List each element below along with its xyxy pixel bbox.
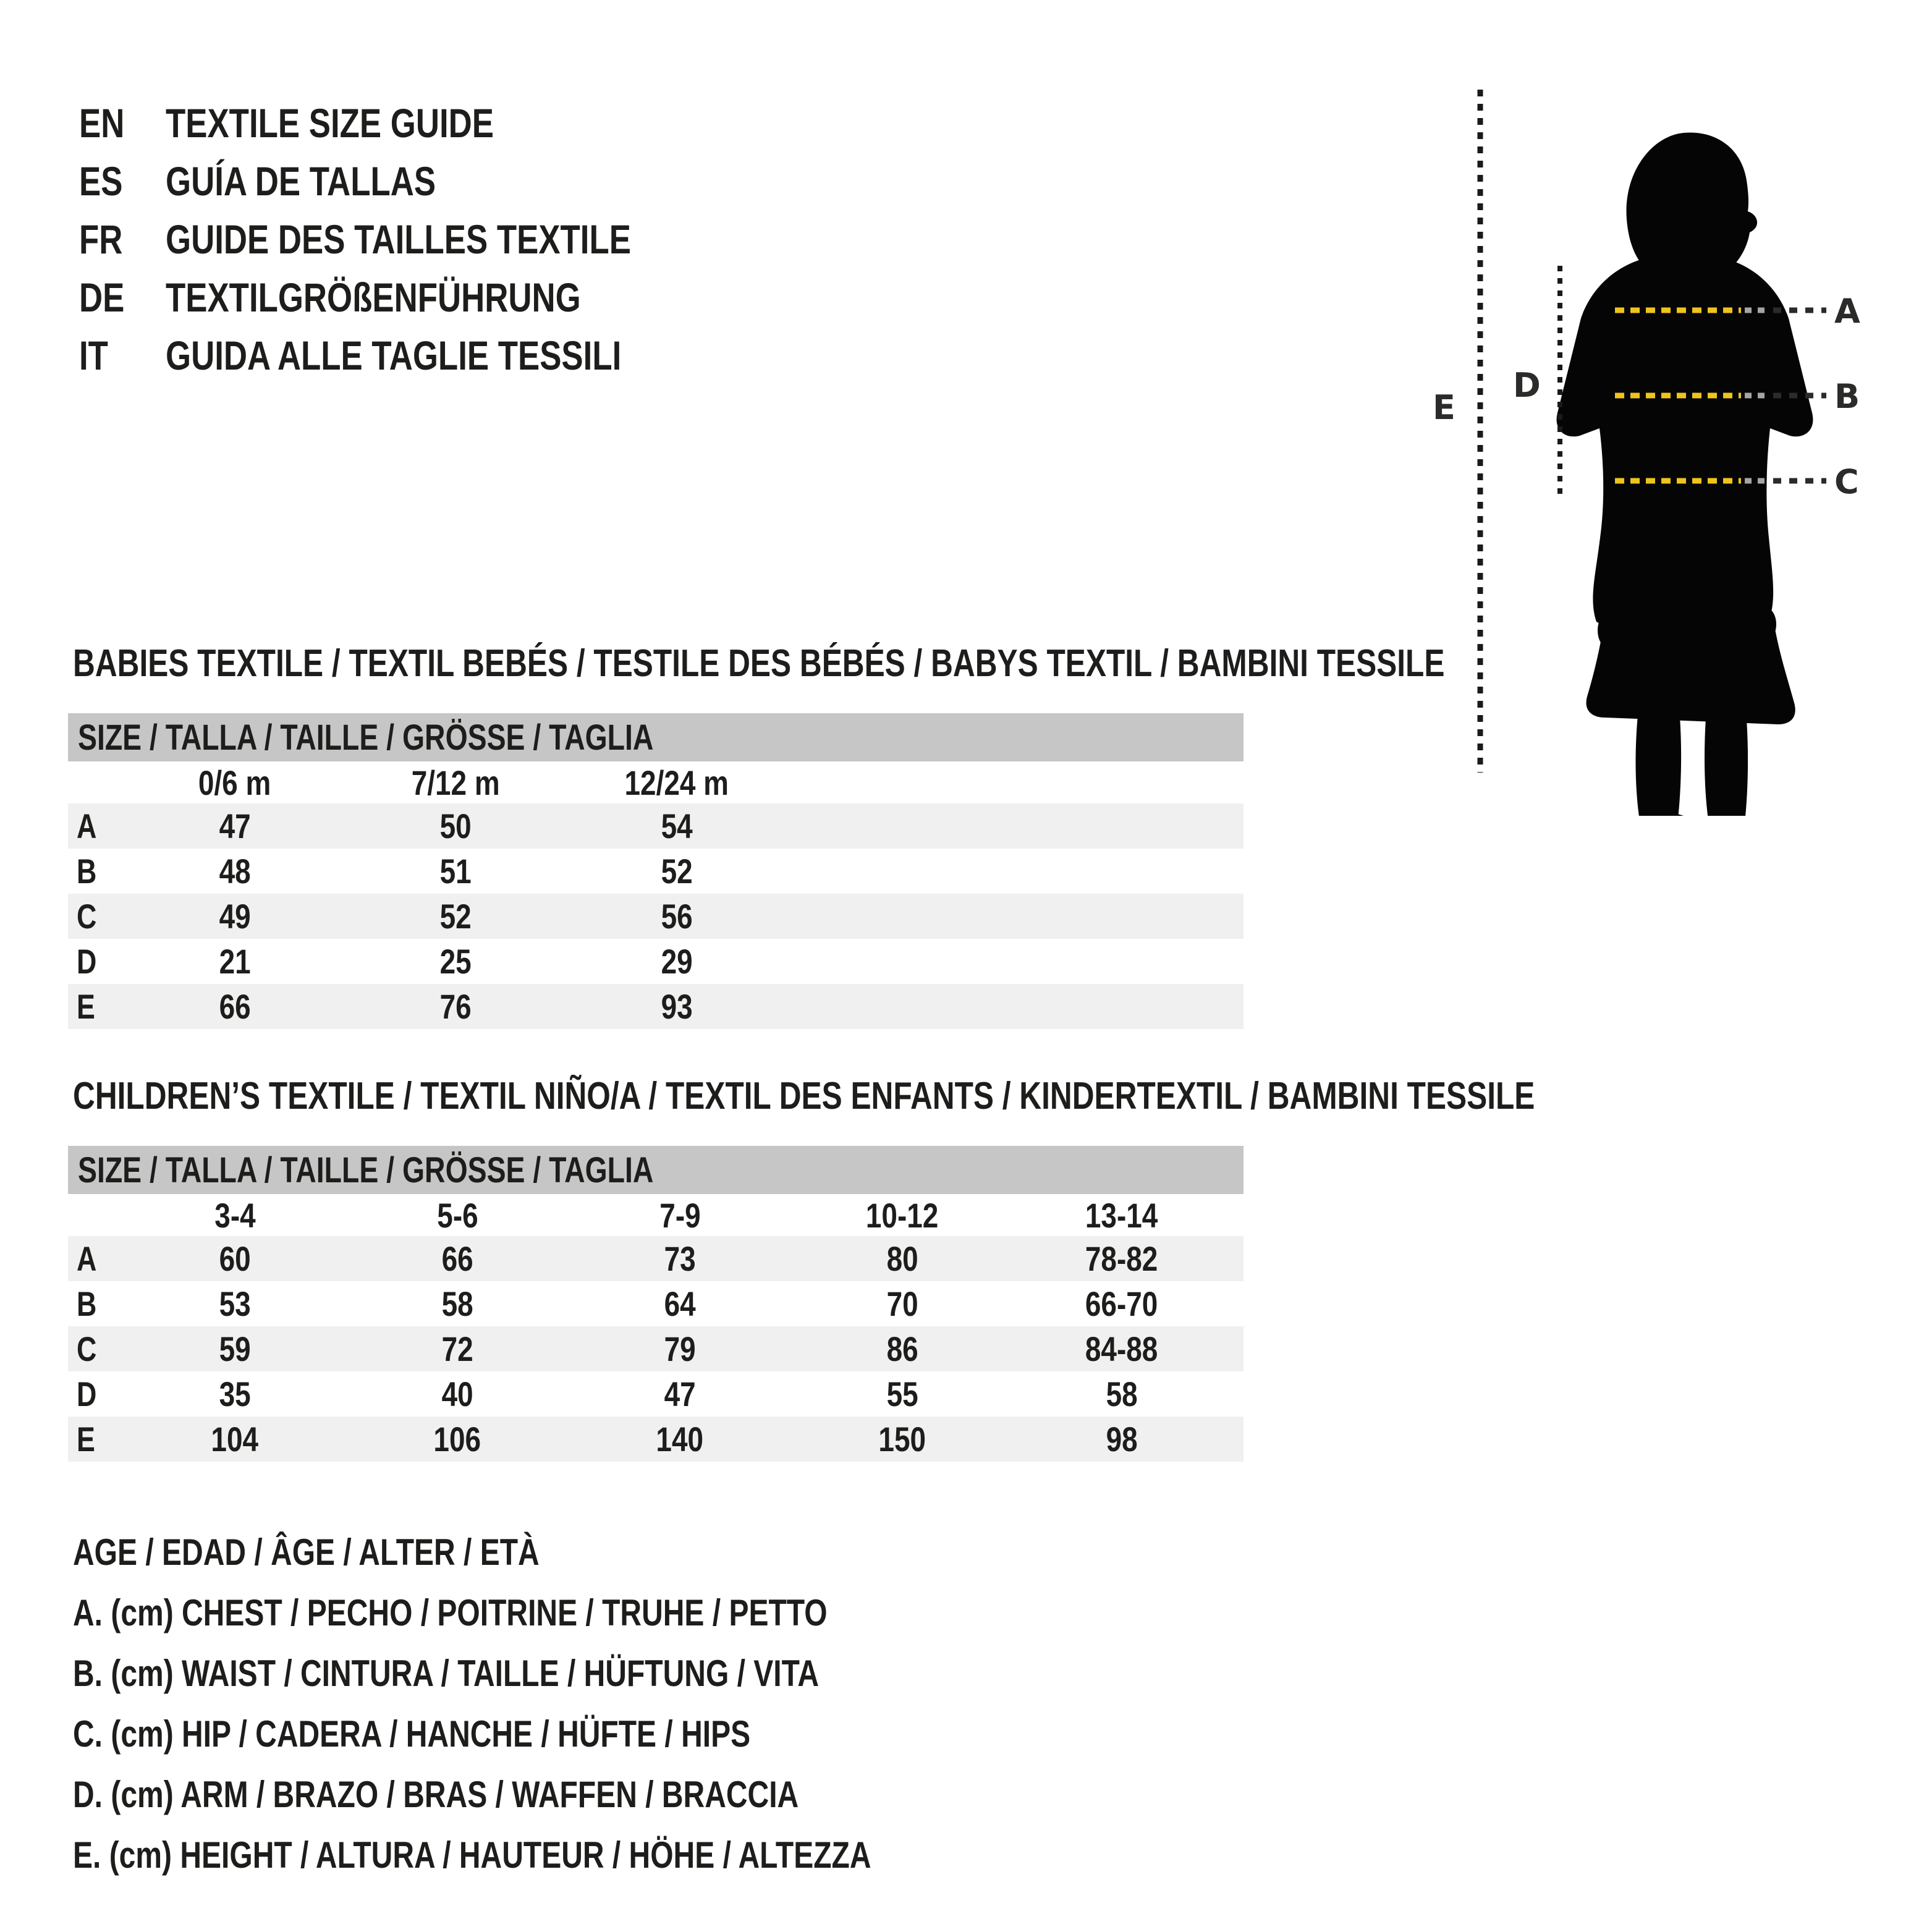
column-header: 3-4 bbox=[214, 1195, 256, 1235]
language-code-cell bbox=[79, 216, 166, 263]
column-header-cell bbox=[569, 1195, 791, 1235]
size-header-label: SIZE / TALLA / TAILLE / GRÖSSE / TAGLIA bbox=[78, 1150, 654, 1190]
column-header-cell bbox=[124, 763, 346, 803]
value-cell bbox=[124, 1374, 346, 1414]
language-code: EN bbox=[79, 100, 125, 146]
column-header-cell bbox=[566, 763, 788, 803]
cell-value: 48 bbox=[219, 852, 251, 891]
cell-value: 140 bbox=[656, 1420, 704, 1459]
hip-label: C bbox=[1834, 462, 1859, 501]
cell-value: 54 bbox=[661, 807, 693, 845]
table-row bbox=[68, 1371, 1244, 1417]
value-cell bbox=[346, 941, 566, 981]
legend-line bbox=[73, 1522, 1070, 1582]
value-cell bbox=[791, 1284, 1014, 1324]
child-silhouette bbox=[1557, 132, 1813, 816]
cell-value: 21 bbox=[219, 942, 251, 981]
value-cell bbox=[566, 986, 788, 1027]
language-code-cell bbox=[79, 100, 166, 146]
column-header-cell bbox=[1014, 1195, 1230, 1235]
language-code-cell bbox=[79, 158, 166, 205]
value-cell bbox=[569, 1419, 791, 1459]
language-title: GUIDE DES TAILLES TEXTILE bbox=[166, 216, 631, 262]
measurement-figure bbox=[1421, 74, 1932, 816]
row-label-cell bbox=[68, 1419, 124, 1459]
language-code-cell bbox=[79, 332, 166, 379]
chest-label: A bbox=[1834, 292, 1860, 331]
cell-value: 104 bbox=[211, 1420, 259, 1459]
column-header: 13-14 bbox=[1085, 1195, 1158, 1235]
column-header-cell bbox=[346, 1195, 569, 1235]
row-label-cell bbox=[68, 896, 124, 936]
value-cell bbox=[346, 1284, 569, 1324]
value-cell bbox=[569, 1239, 791, 1279]
value-cell bbox=[346, 1374, 569, 1414]
value-cell bbox=[566, 851, 788, 891]
row-label: D bbox=[77, 942, 97, 981]
value-cell bbox=[569, 1374, 791, 1414]
size-header-bar bbox=[68, 713, 1244, 761]
cell-value: 29 bbox=[661, 942, 693, 981]
row-label-cell bbox=[68, 806, 124, 846]
row-label: D bbox=[77, 1375, 97, 1413]
cell-value: 58 bbox=[1106, 1375, 1138, 1413]
value-cell bbox=[791, 1374, 1014, 1414]
cell-value: 98 bbox=[1106, 1420, 1138, 1459]
legend-line-text: E. (cm) HEIGHT / ALTURA / HAUTEUR / HÖHE / ALTEZZA bbox=[73, 1834, 871, 1876]
cell-value: 84-88 bbox=[1085, 1329, 1158, 1368]
cell-value: 59 bbox=[219, 1329, 251, 1368]
cell-value: 55 bbox=[886, 1375, 918, 1413]
column-header: 0/6 m bbox=[198, 763, 271, 802]
table-row bbox=[68, 849, 1244, 894]
value-cell bbox=[124, 851, 346, 891]
value-cell bbox=[1014, 1419, 1230, 1459]
value-cell bbox=[566, 806, 788, 846]
legend-line bbox=[73, 1643, 1070, 1703]
row-label: E bbox=[77, 987, 95, 1026]
row-label: B bbox=[77, 852, 97, 891]
silhouette-right-leg bbox=[1705, 718, 1748, 816]
language-list bbox=[79, 94, 747, 384]
legend-line-text: C. (cm) HIP / CADERA / HANCHE / HÜFTE / HIPS bbox=[73, 1713, 751, 1755]
value-cell bbox=[791, 1239, 1014, 1279]
row-label-cell bbox=[68, 941, 124, 981]
cell-value: 78-82 bbox=[1085, 1239, 1158, 1278]
value-cell bbox=[1014, 1329, 1230, 1369]
language-title-cell bbox=[166, 332, 747, 379]
size-header-bar bbox=[68, 1146, 1244, 1194]
cell-value: 53 bbox=[219, 1284, 251, 1323]
row-label-cell bbox=[68, 1239, 124, 1279]
language-title: GUÍA DE TALLAS bbox=[166, 158, 436, 204]
language-title-cell bbox=[166, 274, 747, 321]
value-cell bbox=[124, 1329, 346, 1369]
language-code: IT bbox=[79, 333, 108, 378]
value-cell bbox=[346, 896, 566, 936]
table-row bbox=[68, 984, 1244, 1029]
value-cell bbox=[566, 941, 788, 981]
value-cell bbox=[124, 1239, 346, 1279]
legend-line bbox=[73, 1703, 1070, 1764]
language-row bbox=[79, 210, 747, 268]
cell-value: 66 bbox=[219, 987, 251, 1026]
row-label-cell bbox=[68, 986, 124, 1027]
cell-value: 66-70 bbox=[1085, 1284, 1158, 1323]
size-header-label: SIZE / TALLA / TAILLE / GRÖSSE / TAGLIA bbox=[78, 717, 654, 758]
cell-value: 40 bbox=[441, 1375, 473, 1413]
language-code: FR bbox=[79, 216, 123, 262]
language-title: TEXTILE SIZE GUIDE bbox=[166, 100, 494, 146]
cell-value: 150 bbox=[878, 1420, 926, 1459]
height-label: E bbox=[1433, 388, 1455, 427]
table-row bbox=[68, 803, 1244, 849]
language-title-cell bbox=[166, 158, 747, 205]
language-code: DE bbox=[79, 274, 125, 320]
value-cell bbox=[124, 941, 346, 981]
legend-line-text: AGE / EDAD / ÂGE / ALTER / ETÀ bbox=[73, 1531, 540, 1573]
value-cell bbox=[124, 1284, 346, 1324]
value-cell bbox=[791, 1419, 1014, 1459]
waist-label: B bbox=[1834, 377, 1860, 416]
cell-value: 52 bbox=[439, 897, 472, 936]
cell-value: 25 bbox=[439, 942, 472, 981]
row-label: C bbox=[77, 897, 97, 936]
language-title-cell bbox=[166, 100, 747, 146]
value-cell bbox=[346, 851, 566, 891]
children-table bbox=[68, 1146, 1244, 1462]
column-header: 12/24 m bbox=[624, 763, 729, 802]
column-header-row bbox=[68, 761, 1244, 803]
table-row bbox=[68, 894, 1244, 939]
legend-line bbox=[73, 1824, 1070, 1885]
value-cell bbox=[124, 896, 346, 936]
language-title: GUIDA ALLE TAGLIE TESSILI bbox=[166, 333, 622, 378]
value-cell bbox=[346, 986, 566, 1027]
column-header: 10-12 bbox=[866, 1195, 939, 1235]
language-title: TEXTILGRÖßENFÜHRUNG bbox=[166, 274, 581, 320]
cell-value: 106 bbox=[433, 1420, 481, 1459]
silhouette-left-leg bbox=[1636, 715, 1682, 816]
table-row bbox=[68, 1236, 1244, 1281]
legend-line-text: D. (cm) ARM / BRAZO / BRAS / WAFFEN / BRACCIA bbox=[73, 1773, 799, 1815]
language-code: ES bbox=[79, 158, 123, 204]
column-header-cell bbox=[346, 763, 566, 803]
column-header-row bbox=[68, 1194, 1244, 1236]
cell-value: 56 bbox=[661, 897, 693, 936]
value-cell bbox=[566, 896, 788, 936]
language-title-cell bbox=[166, 216, 747, 263]
cell-value: 35 bbox=[219, 1375, 251, 1413]
legend-line bbox=[73, 1582, 1070, 1643]
cell-value: 86 bbox=[886, 1329, 918, 1368]
language-row bbox=[79, 326, 747, 384]
value-cell bbox=[569, 1329, 791, 1369]
value-cell bbox=[1014, 1374, 1230, 1414]
cell-value: 76 bbox=[439, 987, 472, 1026]
babies-table bbox=[68, 713, 1244, 1029]
cell-value: 52 bbox=[661, 852, 693, 891]
cell-value: 49 bbox=[219, 897, 251, 936]
arm-label: D bbox=[1513, 366, 1541, 405]
value-cell bbox=[791, 1329, 1014, 1369]
cell-value: 79 bbox=[664, 1329, 696, 1368]
cell-value: 47 bbox=[219, 807, 251, 845]
column-header: 5-6 bbox=[436, 1195, 478, 1235]
value-cell bbox=[346, 1329, 569, 1369]
silhouette-shirt bbox=[1557, 258, 1813, 638]
cell-value: 47 bbox=[664, 1375, 696, 1413]
cell-value: 60 bbox=[219, 1239, 251, 1278]
babies-section-heading bbox=[73, 642, 1787, 685]
language-row bbox=[79, 268, 747, 326]
cell-value: 70 bbox=[886, 1284, 918, 1323]
row-label: C bbox=[77, 1329, 97, 1368]
table-row bbox=[68, 1281, 1244, 1326]
cell-value: 93 bbox=[661, 987, 693, 1026]
row-label: B bbox=[77, 1284, 97, 1323]
column-header: 7-9 bbox=[659, 1195, 701, 1235]
row-label: A bbox=[77, 807, 97, 845]
children-section-heading bbox=[73, 1074, 1900, 1117]
measurement-legend bbox=[73, 1522, 1070, 1885]
table-row bbox=[68, 939, 1244, 984]
children-heading-text: CHILDREN’S TEXTILE / TEXTIL NIÑO/A / TEXTIL DES ENFANTS / KINDERTEXTIL / BAMBINI TESSILE bbox=[73, 1074, 1535, 1117]
legend-line-text: A. (cm) CHEST / PECHO / POITRINE / TRUHE / PETTO bbox=[73, 1591, 828, 1633]
value-cell bbox=[346, 806, 566, 846]
column-header-cell bbox=[124, 1195, 346, 1235]
row-label-cell bbox=[68, 1284, 124, 1324]
language-code-cell bbox=[79, 274, 166, 321]
value-cell bbox=[124, 806, 346, 846]
value-cell bbox=[1014, 1239, 1230, 1279]
cell-value: 73 bbox=[664, 1239, 696, 1278]
value-cell bbox=[124, 986, 346, 1027]
language-row bbox=[79, 94, 747, 152]
cell-value: 58 bbox=[441, 1284, 473, 1323]
row-label-cell bbox=[68, 1374, 124, 1414]
cell-value: 51 bbox=[439, 852, 472, 891]
row-label: E bbox=[77, 1420, 95, 1459]
value-cell bbox=[569, 1284, 791, 1324]
row-label-cell bbox=[68, 851, 124, 891]
legend-line-text: B. (cm) WAIST / CINTURA / TAILLE / HÜFTUNG / VITA bbox=[73, 1652, 820, 1694]
value-cell bbox=[346, 1419, 569, 1459]
cell-value: 50 bbox=[439, 807, 472, 845]
value-cell bbox=[124, 1419, 346, 1459]
table-row bbox=[68, 1417, 1244, 1462]
babies-heading-text: BABIES TEXTILE / TEXTIL BEBÉS / TESTILE DES BÉBÉS / BABYS TEXTIL / BAMBINI TESSILE bbox=[73, 642, 1445, 685]
table-row bbox=[68, 1326, 1244, 1371]
cell-value: 64 bbox=[664, 1284, 696, 1323]
value-cell bbox=[1014, 1284, 1230, 1324]
column-header: 7/12 m bbox=[412, 763, 500, 802]
cell-value: 80 bbox=[886, 1239, 918, 1278]
language-row bbox=[79, 152, 747, 210]
value-cell bbox=[346, 1239, 569, 1279]
row-label: A bbox=[77, 1239, 97, 1278]
legend-line bbox=[73, 1764, 1070, 1824]
column-header-cell bbox=[791, 1195, 1014, 1235]
cell-value: 66 bbox=[441, 1239, 473, 1278]
cell-value: 72 bbox=[441, 1329, 473, 1368]
row-label-cell bbox=[68, 1329, 124, 1369]
